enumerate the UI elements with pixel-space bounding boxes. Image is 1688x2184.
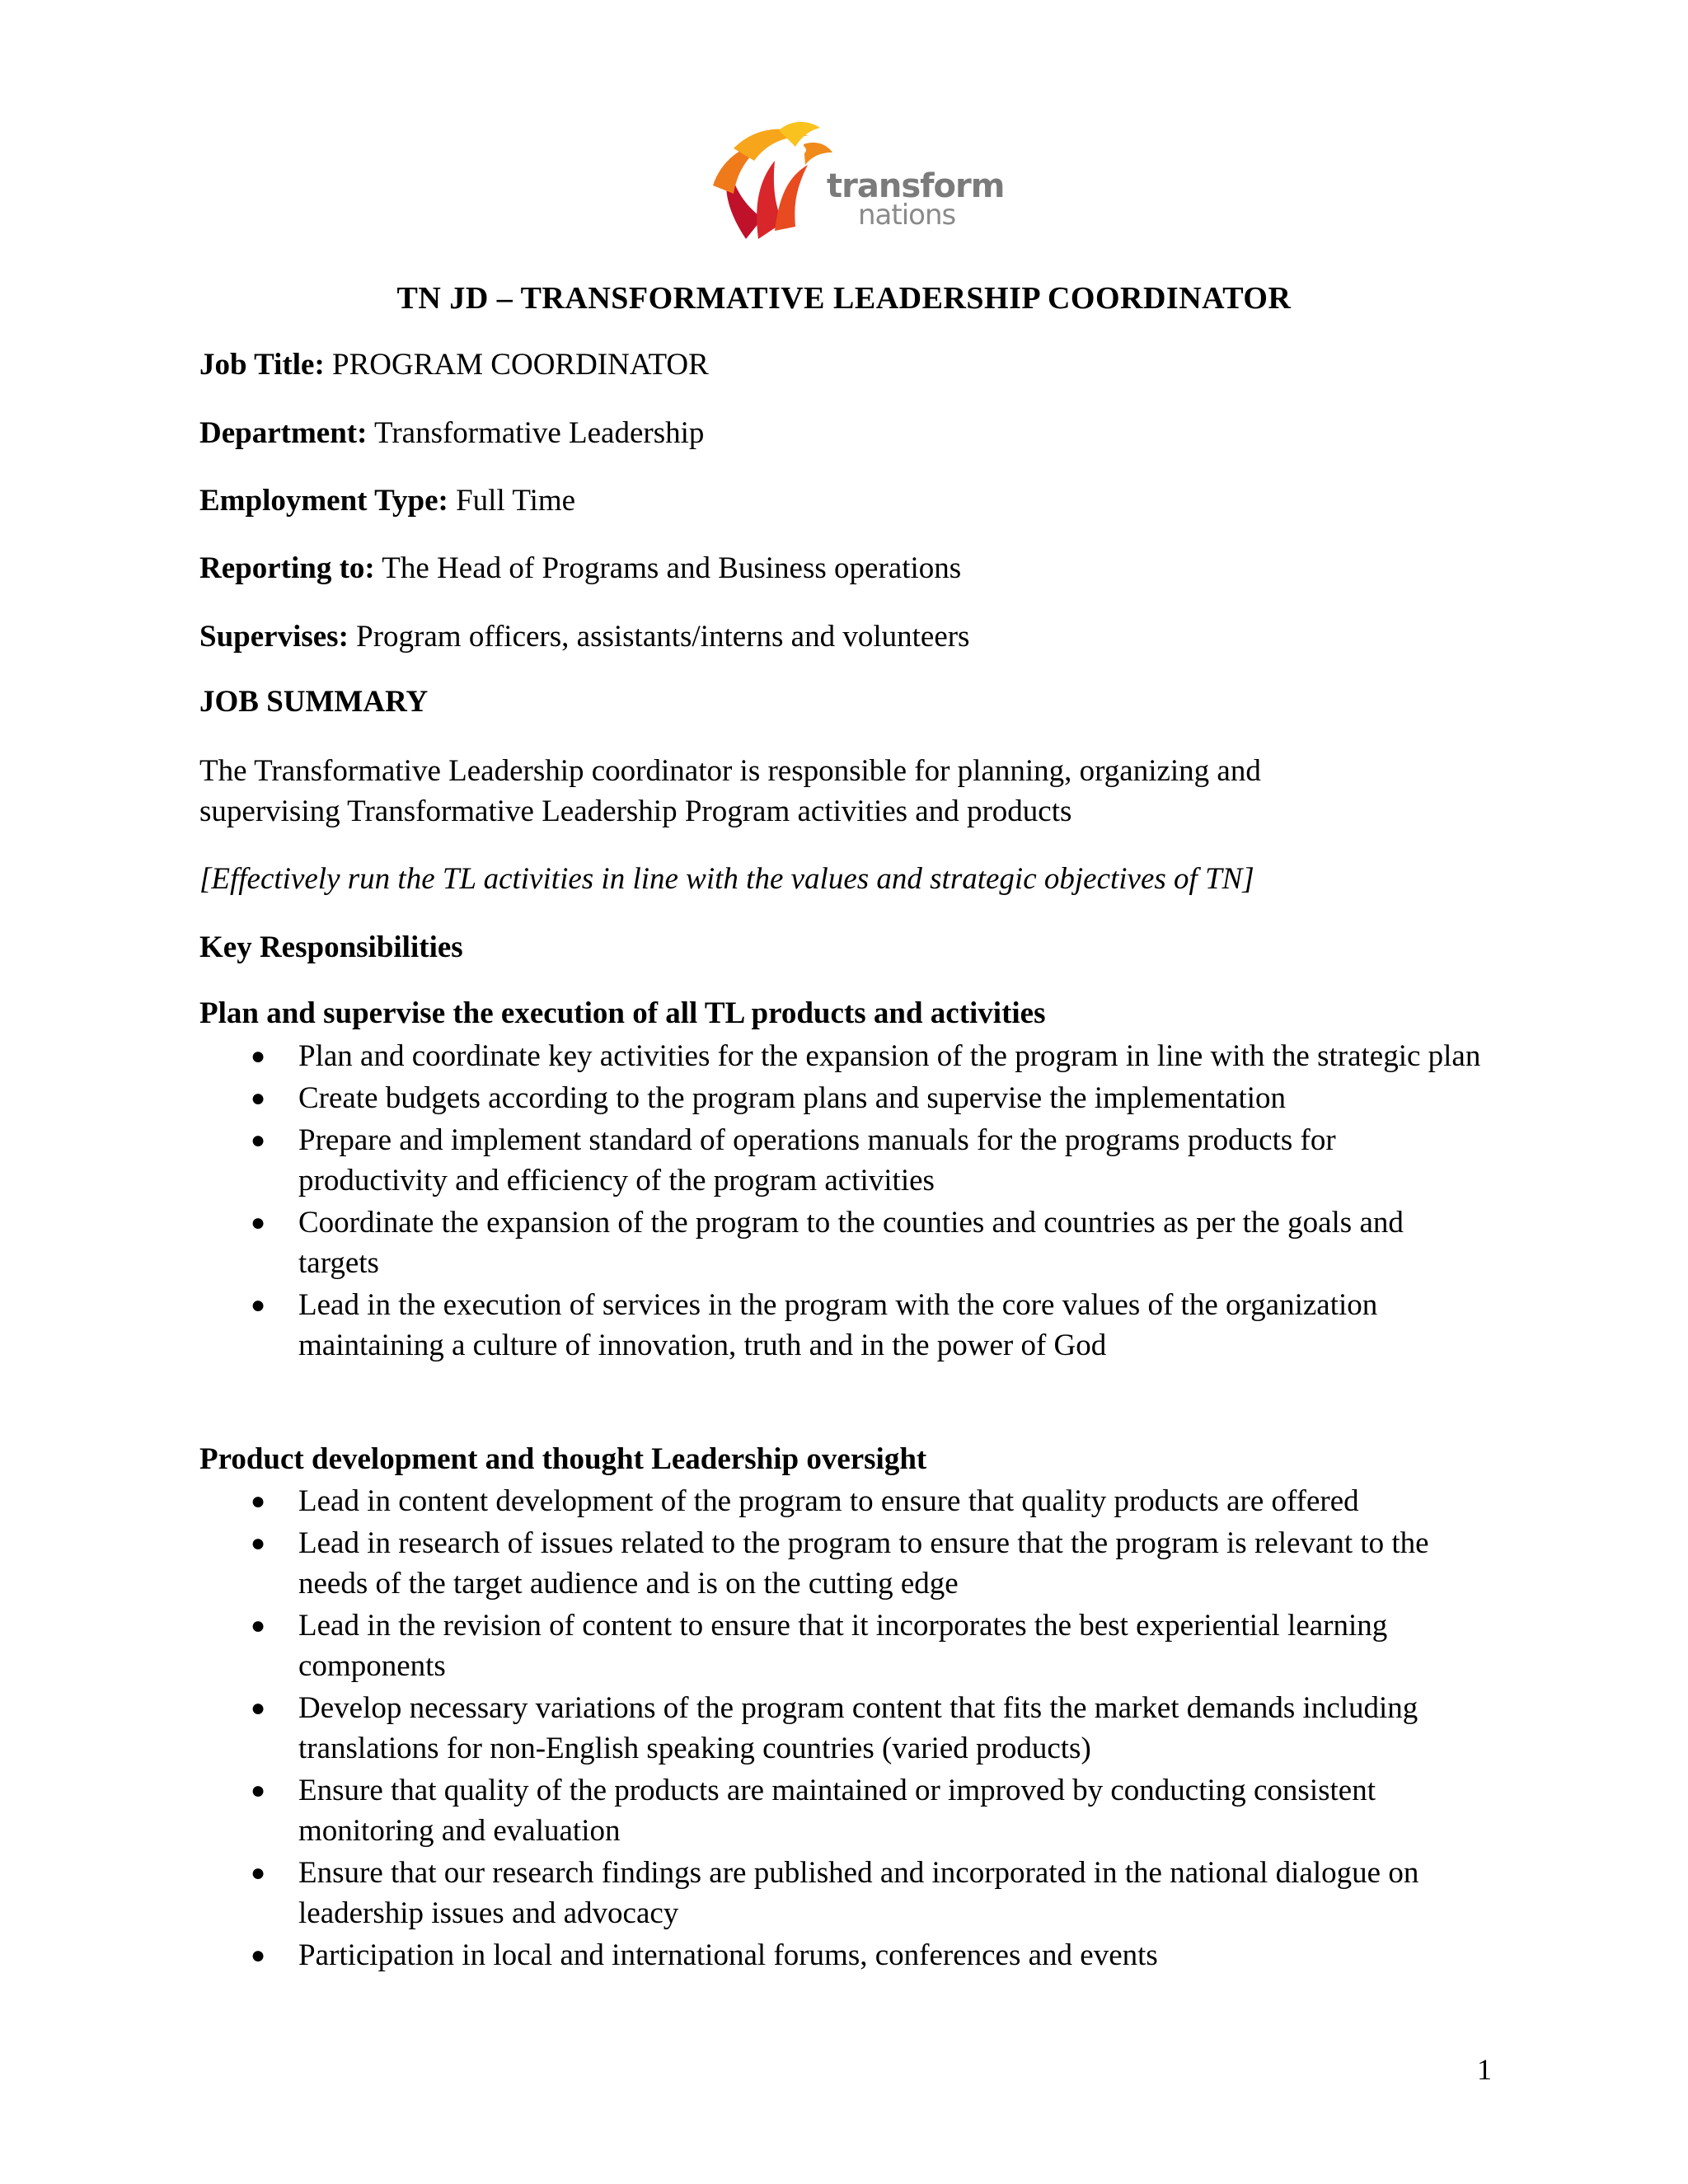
- supervises-line: [199, 616, 969, 658]
- bullet-icon: ●: [251, 1859, 266, 1886]
- list-item-text: Prepare and implement standard of operations manuals for the programs products for productivity and efficiency of the program activities: [298, 1123, 1336, 1197]
- list-item-text: Lead in research of issues related to the program to ensure that the program is relevant to the needs of the target audience and is on the cutting edge: [298, 1526, 1429, 1601]
- list-item: [199, 1120, 1485, 1201]
- job-summary-heading: [199, 682, 428, 723]
- bullet-icon: ●: [251, 1777, 266, 1804]
- section1-heading-text: Plan and supervise the execution of all TL products and activities: [199, 996, 1046, 1030]
- document-title: TN JD – TRANSFORMATIVE LEADERSHIP COORDINATOR: [396, 281, 1292, 316]
- list-item-text: Participation in local and international forums, conferences and events: [298, 1938, 1158, 1972]
- list-item: [199, 1285, 1485, 1366]
- employment-type-label: Employment Type:: [199, 484, 448, 518]
- list-item-text: Lead in content development of the program to ensure that quality products are offered: [298, 1484, 1359, 1518]
- bullet-icon: ●: [251, 1530, 266, 1557]
- list-item: [199, 1202, 1485, 1283]
- list-item: [199, 1770, 1485, 1851]
- bullet-icon: ●: [251, 1694, 266, 1722]
- department-label: Department:: [199, 416, 368, 450]
- bullet-icon: ●: [251, 1085, 266, 1112]
- section2-heading-text: Product development and thought Leadership oversight: [199, 1442, 927, 1476]
- list-item: [199, 1481, 1485, 1521]
- logo-text-transform: transform: [827, 167, 1005, 205]
- supervises-label: Supervises:: [199, 620, 349, 654]
- logo-text-nations: nations: [858, 199, 956, 232]
- list-item-text: Coordinate the expansion of the program to the counties and countries as per the goals and targets: [298, 1206, 1404, 1280]
- list-item: [199, 1935, 1485, 1975]
- job-summary-heading-text: JOB SUMMARY: [199, 685, 429, 719]
- transform-nations-logo: [696, 115, 1010, 247]
- bullet-icon: ●: [251, 1942, 266, 1969]
- list-item-text: Lead in the revision of content to ensure that it incorporates the best experiential learning components: [298, 1609, 1388, 1683]
- list-item-text: Plan and coordinate key activities for the expansion of the program in line with the strategic plan: [298, 1039, 1481, 1073]
- section1-list: [199, 1036, 1485, 1367]
- list-item: [199, 1523, 1485, 1604]
- list-item-text: Create budgets according to the program plans and supervise the implementation: [298, 1081, 1287, 1115]
- job-title-label: Job Title:: [199, 348, 325, 382]
- key-responsibilities-heading: [199, 927, 463, 968]
- reporting-to-value: The Head of Programs and Business operations: [374, 551, 962, 585]
- list-item: [199, 1688, 1485, 1769]
- section2-list: [199, 1481, 1485, 1977]
- list-item-text: Ensure that our research findings are published and incorporated in the national dialogue on leadership issues and advocacy: [298, 1856, 1419, 1930]
- list-item: [199, 1078, 1485, 1118]
- bullet-icon: ●: [251, 1291, 266, 1319]
- department-value: Transformative Leadership: [367, 416, 705, 450]
- list-item-text: Ensure that quality of the products are maintained or improved by conducting consistent monitoring and evaluation: [298, 1774, 1376, 1848]
- job-summary-line-2: supervising Transformative Leadership Program activities and products: [199, 794, 1072, 828]
- bullet-icon: ●: [251, 1127, 266, 1154]
- list-item: [199, 1036, 1485, 1076]
- list-item: [199, 1605, 1485, 1686]
- supervises-value: Program officers, assistants/interns and volunteers: [348, 620, 970, 654]
- job-summary-line-1: The Transformative Leadership coordinator is responsible for planning, organizing and: [199, 754, 1261, 788]
- bullet-icon: ●: [251, 1209, 266, 1236]
- bullet-icon: ●: [251, 1488, 266, 1515]
- department-line: [199, 413, 704, 454]
- flame-bird-icon: [696, 115, 837, 247]
- list-item-text: Develop necessary variations of the program content that fits the market demands including translations for non-English speaking countries (varied products): [298, 1691, 1418, 1765]
- section1-heading: [199, 993, 1046, 1034]
- bullet-icon: ●: [251, 1043, 266, 1070]
- job-title-line: [199, 344, 709, 386]
- list-item: [199, 1853, 1485, 1933]
- job-title-value: PROGRAM COORDINATOR: [324, 348, 709, 382]
- employment-type-value: Full Time: [448, 484, 576, 518]
- list-item-text: Lead in the execution of services in the program with the core values of the organization maintaining a culture of innovation, truth and in the power of God: [298, 1288, 1378, 1362]
- page-number: 1: [1477, 2053, 1492, 2086]
- reporting-to-label: Reporting to:: [199, 551, 375, 585]
- reporting-to-line: [199, 548, 961, 589]
- section2-heading: [199, 1439, 926, 1480]
- employment-type-line: [199, 480, 575, 522]
- job-summary-italic-note: [Effectively run the TL activities in line with the values and strategic objectives of TN]: [199, 862, 1254, 896]
- key-responsibilities-heading-text: Key Responsibilities: [199, 930, 463, 964]
- bullet-icon: ●: [251, 1612, 266, 1639]
